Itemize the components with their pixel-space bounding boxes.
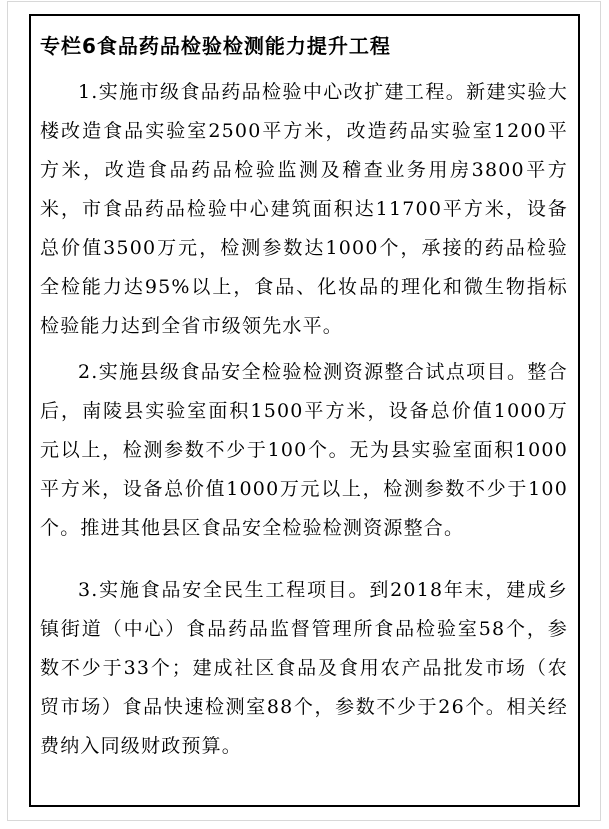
highlight-box [29, 14, 580, 807]
paragraph-3: 3.实施食品安全民生工程项目。到2018年末，建成乡镇街道（中心）食品药品监督管理所食品检验室58个，参数不少于33个；建成社区食品及食用农产品批发市场（农贸市场）食品快速检测室88个，参数不少于26个。相关经费纳入同级财政预算。 [40, 579, 568, 757]
document-page [7, 1, 601, 821]
panel-title: 专栏6食品药品检验检测能力提升工程 [40, 34, 391, 58]
paragraph-1: 1.实施市级食品药品检验中心改扩建工程。新建实验大楼改造食品实验室2500平方米，改造药品实验室1200平方米，改造食品药品检验监测及稽查业务用房3800平方米，市食品药品检验中心建筑面积达11700平方米，设备总价值3500万元，检测参数达1000个，承接的药品检验全检能力达95%以上，食品、化妆品的理化和微生物指标检验能力达到全省市级领先水平。 [40, 81, 568, 337]
paragraph-2: 2.实施县级食品安全检验检测资源整合试点项目。整合后，南陵县实验室面积1500平方米，设备总价值1000万元以上，检测参数不少于100个。无为县实验室面积1000平方米，设备总价值1000万元以上，检测参数不少于100个。推进其他县区食品安全检验检测资源整合。 [40, 361, 568, 539]
